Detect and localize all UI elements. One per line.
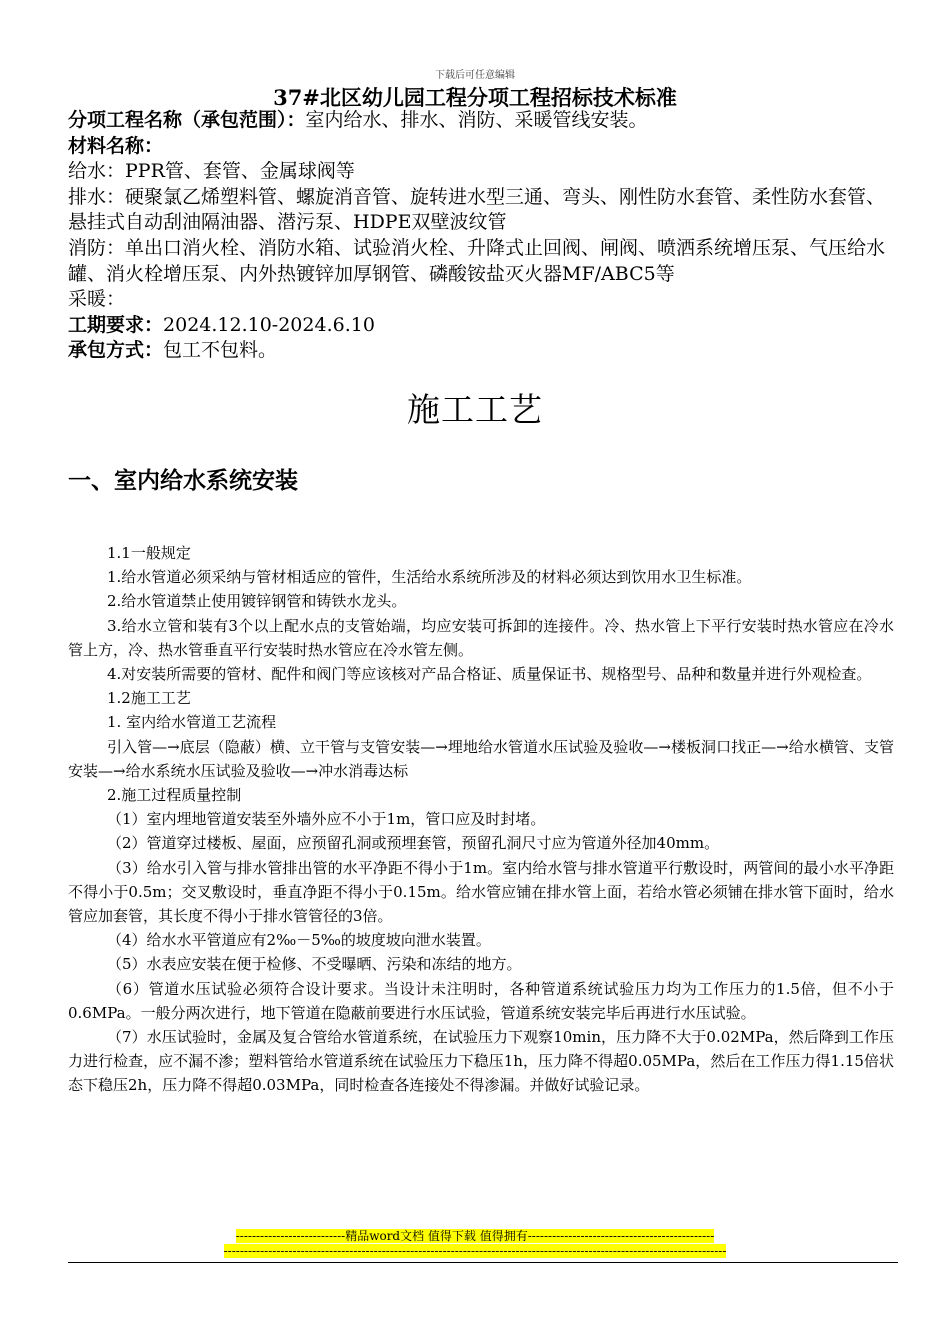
schedule-label: 工期要求： <box>68 313 164 336</box>
body-paragraph: （6）管道水压试验必须符合设计要求。当设计未注明时，各种管道系统试验压力均为工作压力的1.5倍，但不小于0.6MPa。一般分两次进行，地下管道在隐蔽前要进行水压试验，管道系统安装完毕后再进行水压试验。 <box>68 979 894 1022</box>
body-paragraph: 2.给水管道禁止使用镀锌钢管和铸铁水龙头。 <box>107 592 407 611</box>
materials-heating: 采暖： <box>68 288 126 311</box>
section-heading: 一、室内给水系统安装 <box>68 467 298 494</box>
materials-fire: 消防：单出口消火栓、消防水箱、试验消火栓、升降式止回阀、闸阀、喷洒系统增压泵、气压给水罐、消火栓增压泵、内外热镀锌加厚钢管、磷酸铵盐灭火器MF/ABC5等 <box>68 236 886 285</box>
body-paragraph: 1.给水管道必须采纳与管材相适应的管件，生活给水系统所涉及的材料必须达到饮用水卫生标准。 <box>107 568 752 587</box>
scope-value: 室内给水、排水、消防、采暖管线安装。 <box>305 109 648 131</box>
scope-label: 分项工程名称（承包范围）： <box>68 109 306 131</box>
header-note: 下载后可任意编辑 <box>435 70 515 81</box>
materials-label-line <box>68 134 898 160</box>
contract-value: 包工不包料。 <box>163 339 278 362</box>
footer-banner-text: ---------------------------精品word文档 值得下载 值得拥有---------------------------------------------- <box>235 1229 715 1243</box>
body-paragraph: 3.给水立管和装有3个以上配水点的支管始端，均应安装可拆卸的连接件。冷、热水管上下平行安装时热水管应在冷水管上方，冷、热水管垂直平行安装时热水管应在冷水管左侧。 <box>68 616 894 659</box>
document-title: 37#北区幼儿园工程分项工程招标技术标准 <box>273 85 677 110</box>
schedule-line <box>68 313 898 339</box>
body-paragraph: 1.1一般规定 <box>107 544 191 562</box>
body-paragraph: （1）室内埋地管道安装至外墙外应不小于1m，管口应及时封堵。 <box>107 810 546 829</box>
body-paragraph: 4.对安装所需要的管材、配件和阀门等应该核对产品合格证、质量保证书、规格型号、品种和数量并进行外观检查。 <box>107 665 872 684</box>
body-text <box>68 541 894 1098</box>
body-paragraph: （4）给水水平管道应有2‰－5‰的坡度坡向泄水装置。 <box>107 931 491 950</box>
contract-label: 承包方式： <box>68 339 164 362</box>
scope-line <box>68 108 898 134</box>
footer-banner-line-2 <box>0 1244 950 1259</box>
contract-line <box>68 338 898 364</box>
body-paragraph: 2.施工过程质量控制 <box>107 786 242 805</box>
body-paragraph: 引入管—→底层（隐蔽）横、立干管与支管安装—→埋地给水管道水压试验及验收—→楼板洞口找正—→给水横管、支管安装—→给水系统水压试验及验收—→冲水消毒达标 <box>68 737 894 780</box>
body-paragraph: （3）给水引入管与排水管排出管的水平净距不得小于1m。室内给水管与排水管道平行敷设时，两管间的最小水平净距不得小于0.5m；交叉敷设时，垂直净距不得小于0.15m。给水管应铺在排水管上面，若给水管必须铺在排水管下面时，给水管应加套管，其长度不得小于排水管管径的3倍。 <box>68 858 894 926</box>
footer-banner-line-1 <box>0 1229 950 1244</box>
footer-banner-dashes: ---------------------------------------------------------------------------------------------------------------------------- <box>223 1244 727 1258</box>
schedule-value: 2024.12.10-2024.6.10 <box>163 313 375 336</box>
footer-rule <box>68 1262 898 1263</box>
body-paragraph: 1. 室内给水管道工艺流程 <box>107 713 277 732</box>
body-paragraph: （5）水表应安装在便于检修、不受曝晒、污染和冻结的地方。 <box>107 955 522 974</box>
section-title: 施工工艺 <box>407 390 543 429</box>
body-paragraph: 1.2施工工艺 <box>107 689 191 708</box>
materials-drainage: 排水：硬聚氯乙烯塑料管、螺旋消音管、旋转进水型三通、弯头、刚性防水套管、柔性防水套管、悬挂式自动刮油隔油器、潜污泵、HDPE双壁波纹管 <box>68 185 886 234</box>
materials-water-supply: 给水：PPR管、套管、金属球阀等 <box>68 160 355 183</box>
project-info <box>68 108 898 364</box>
body-paragraph: （2）管道穿过楼板、屋面，应预留孔洞或预埋套管，预留孔洞尺寸应为管道外径加40mm。 <box>107 834 720 853</box>
body-paragraph: （7）水压试验时，金属及复合管给水管道系统，在试验压力下观察10min，压力降不大于0.02MPa，然后降到工作压力进行检查，应不漏不渗；塑料管给水管道系统在试验压力下稳压1h，压力降不得超0.05MPa，然后在工作压力得1.15倍状态下稳压2h，压力降不得超0.03MPa，同时检查各连接处不得渗漏。并做好试验记录。 <box>68 1028 894 1095</box>
materials-label: 材料名称： <box>68 134 164 157</box>
